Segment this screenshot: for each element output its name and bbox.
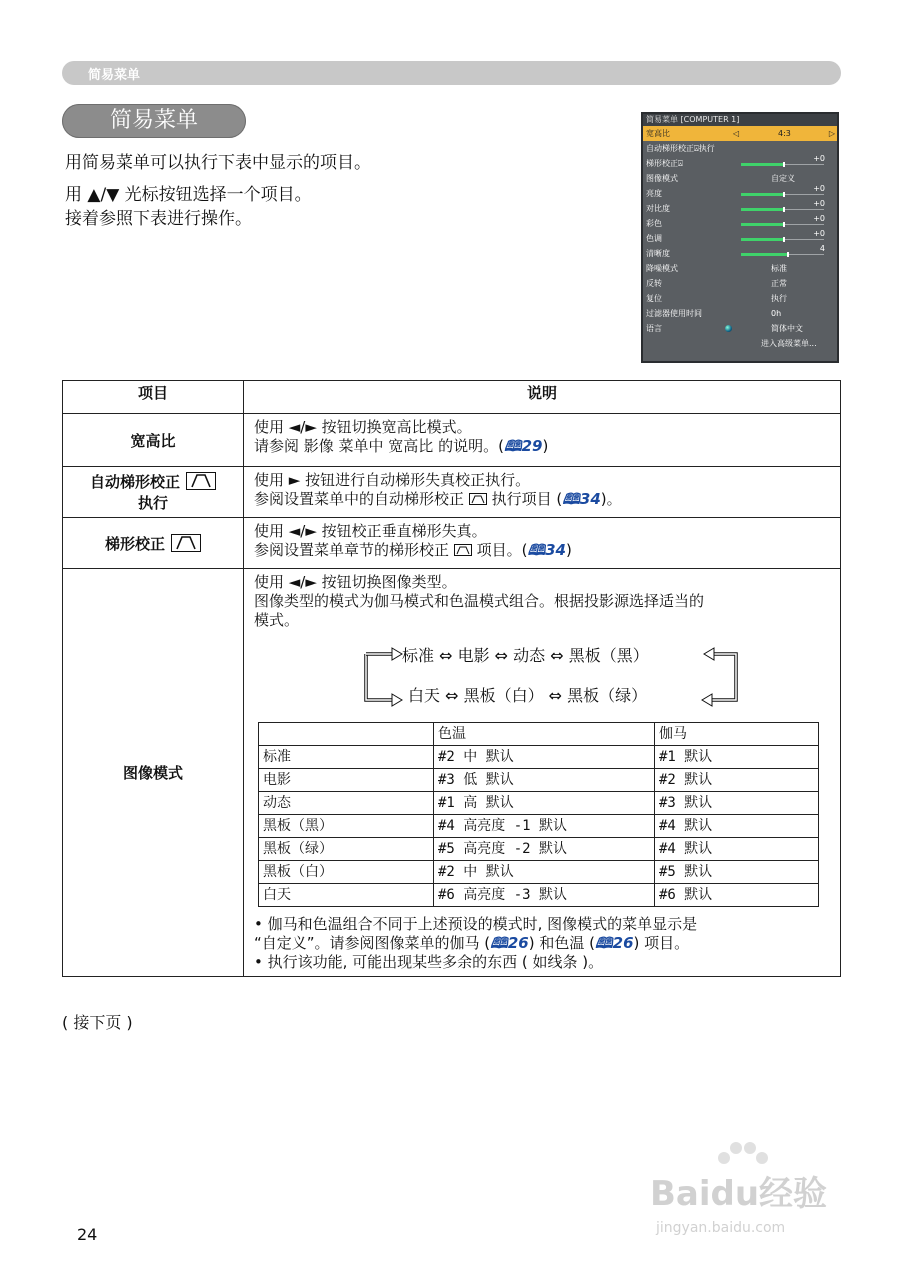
- osd-row-value: 标准: [771, 264, 787, 273]
- osd-level-knob: [783, 207, 785, 212]
- book-icon: 🕮: [594, 934, 613, 952]
- osd-row-label: 彩色: [646, 219, 662, 228]
- osd-row: [643, 336, 837, 351]
- page-ref-color-temp[interactable]: 26: [612, 934, 634, 952]
- osd-row-value: +0: [813, 229, 825, 238]
- table-cell: #1 默认: [655, 746, 819, 769]
- desc-keystone: [244, 518, 841, 569]
- osd-level-knob: [787, 252, 789, 257]
- osd-row: [643, 291, 837, 306]
- keystone-icon: [171, 534, 201, 552]
- item-picture-mode: 图像模式: [63, 569, 244, 977]
- page-ref-auto-keystone[interactable]: 34: [579, 490, 601, 508]
- osd-row-label: 色调: [646, 234, 662, 243]
- osd-row: [643, 276, 837, 291]
- table-header-row: [63, 381, 841, 414]
- watermark-url: jingyan.baidu.com: [656, 1220, 786, 1236]
- item-aspect: 宽高比: [63, 414, 244, 467]
- table-row-keystone: [63, 518, 841, 569]
- desc-auto-keystone-line1: 使用 ► 按钮进行自动梯形失真校正执行。: [254, 471, 531, 489]
- osd-level-knob: [783, 162, 785, 167]
- table-cell: #2 中 默认: [434, 861, 655, 884]
- table-cell: #4 高亮度 -1 默认: [434, 815, 655, 838]
- osd-row: [643, 231, 837, 246]
- osd-row-label: 图像模式: [646, 174, 678, 183]
- osd-row: [643, 306, 837, 321]
- osd-level-fill: [741, 193, 783, 196]
- osd-level-bar: [741, 209, 824, 210]
- osd-row-value: +0: [813, 184, 825, 193]
- osd-row-label: 清晰度: [646, 249, 670, 258]
- table-row: [259, 746, 819, 769]
- osd-row-label: 梯形校正⍓: [646, 159, 683, 168]
- table-cell: 动态: [259, 792, 434, 815]
- intro-line-1: 用简易菜单可以执行下表中显示的项目。: [65, 153, 371, 173]
- table-row: [259, 838, 819, 861]
- osd-level-fill: [741, 253, 787, 256]
- item-keystone: 梯形校正: [63, 518, 244, 569]
- table-row-picture-mode: [63, 569, 841, 977]
- osd-level-fill: [741, 223, 783, 226]
- osd-row-label: 宽高比: [646, 129, 670, 138]
- table-cell: 电影: [259, 769, 434, 792]
- osd-row: [643, 201, 837, 216]
- continued-label: ( 接下页 ): [62, 1013, 133, 1032]
- osd-row-value: 执行: [771, 294, 787, 303]
- osd-level-bar: [741, 194, 824, 195]
- osd-level-bar: [741, 164, 824, 165]
- osd-level-knob: [783, 192, 785, 197]
- osd-row-label: 语言: [646, 324, 662, 333]
- desc-aspect: [244, 414, 841, 467]
- picture-mode-sub-table: [258, 722, 819, 907]
- table-cell: 白天: [259, 884, 434, 907]
- osd-row-value: 0h: [771, 309, 782, 318]
- header-desc: 说明: [244, 381, 841, 414]
- desc-aspect-line1: 使用 ◄/► 按钮切换宽高比模式。: [254, 418, 472, 436]
- book-icon: 🕮: [527, 541, 546, 559]
- osd-row: [643, 171, 837, 186]
- osd-row-label: 复位: [646, 294, 662, 303]
- baidu-watermark: [640, 1140, 850, 1250]
- desc-auto-keystone: [244, 467, 841, 518]
- desc-aspect-line2: 请参阅 影像 菜单中 宽高比 的说明。(🕮29): [254, 437, 549, 455]
- osd-row-label: 自动梯形校正⍓执行: [646, 144, 715, 153]
- table-row-auto-keystone: [63, 467, 841, 518]
- desc-picture-line3: 模式。: [254, 611, 300, 629]
- table-cell: 黑板（黑）: [259, 815, 434, 838]
- osd-level-knob: [783, 222, 785, 227]
- header-bar: [62, 61, 841, 85]
- book-icon: 🕮: [503, 437, 522, 455]
- osd-row-value: 4:3: [778, 129, 791, 138]
- mode-cycle-diagram: [254, 634, 832, 720]
- book-icon: 🕮: [562, 490, 580, 508]
- header-item: 项目: [63, 381, 244, 414]
- easy-menu-table: [62, 380, 841, 977]
- table-cell: #2 中 默认: [434, 746, 655, 769]
- osd-row-label: 过滤器使用时间: [646, 309, 702, 318]
- osd-right-arrow: ▷: [828, 129, 835, 138]
- table-cell: #5 高亮度 -2 默认: [434, 838, 655, 861]
- table-cell: #4 默认: [655, 838, 819, 861]
- note-2: • 执行该功能, 可能出现某些多余的东西 ( 如线条 )。: [254, 953, 604, 971]
- table-cell: 黑板（绿）: [259, 838, 434, 861]
- osd-level-fill: [741, 208, 783, 211]
- table-cell: #2 默认: [655, 769, 819, 792]
- table-cell: #3 默认: [655, 792, 819, 815]
- cycle-line-2: 白天 ⇔ 黑板（白） ⇔ 黑板（绿）: [408, 686, 648, 705]
- table-cell: #5 默认: [655, 861, 819, 884]
- osd-title: 简易菜单 [COMPUTER 1]: [643, 114, 837, 126]
- osd-row: [643, 156, 837, 171]
- osd-row: [643, 246, 837, 261]
- table-cell: 伽马: [655, 723, 819, 746]
- page-ref-keystone[interactable]: 34: [545, 541, 566, 559]
- desc-auto-keystone-line2: 参阅设置菜单中的自动梯形校正 执行项目 (🕮34)。: [254, 490, 622, 508]
- header-label: 简易菜单: [88, 68, 141, 83]
- note-1: • 伽马和色温组合不同于上述预设的模式时, 图像模式的菜单显示是 “自定义”。请参阅图像菜单的伽马 (🕮26) 和色温 (🕮26) 项目。: [254, 915, 698, 952]
- osd-row-value: 正常: [771, 279, 787, 288]
- osd-level-fill: [741, 163, 783, 166]
- osd-row-label: 反转: [646, 279, 662, 288]
- osd-level-fill: [741, 238, 783, 241]
- osd-row: [643, 126, 837, 141]
- table-cell: #1 高 默认: [434, 792, 655, 815]
- osd-menu-screenshot: [641, 112, 839, 363]
- desc-keystone-line2: 参阅设置菜单章节的梯形校正 项目。(🕮34): [254, 541, 572, 559]
- osd-row: [643, 216, 837, 231]
- osd-row-label: 亮度: [646, 189, 662, 198]
- osd-row-value: +0: [813, 199, 825, 208]
- page-ref-gamma[interactable]: 26: [507, 934, 529, 952]
- osd-row: [643, 321, 837, 336]
- page-ref-aspect[interactable]: 29: [521, 437, 543, 455]
- osd-row: [643, 186, 837, 201]
- keystone-small-icon: [454, 544, 472, 556]
- osd-row-value: 简体中文: [771, 324, 803, 333]
- section-title: 简易菜单: [62, 104, 246, 138]
- watermark-logo: Baidu经验: [650, 1174, 828, 1214]
- osd-level-bar: [741, 224, 824, 225]
- desc-picture-line1: 使用 ◄/► 按钮切换图像类型。: [254, 573, 457, 591]
- keystone-icon: [186, 472, 216, 490]
- osd-row: [643, 261, 837, 276]
- desc-picture-line2: 图像类型的模式为伽马模式和色温模式组合。根据投影源选择适当的: [254, 592, 705, 610]
- cycle-line-1: 标准 ⇔ 电影 ⇔ 动态 ⇔ 黑板（黑）: [402, 646, 649, 665]
- table-cell: #6 默认: [655, 884, 819, 907]
- osd-row: [643, 141, 837, 156]
- table-row: [259, 723, 819, 746]
- table-cell: #3 低 默认: [434, 769, 655, 792]
- intro-line-2: 用 ▲/▼ 光标按钮选择一个项目。: [65, 185, 312, 205]
- table-row: [259, 769, 819, 792]
- table-row: [259, 861, 819, 884]
- table-cell: #6 高亮度 -3 默认: [434, 884, 655, 907]
- osd-row-label: 降噪模式: [646, 264, 678, 273]
- osd-row-value: +0: [813, 154, 825, 163]
- item-auto-keystone: 自动梯形校正 执行: [63, 467, 244, 518]
- osd-level-bar: [741, 239, 824, 240]
- page-number: 24: [77, 1225, 98, 1244]
- table-row: [259, 884, 819, 907]
- osd-rows: [643, 126, 837, 351]
- table-row: [259, 815, 819, 838]
- table-row-aspect: [63, 414, 841, 467]
- osd-left-arrow: ◁: [733, 129, 740, 138]
- table-row: [259, 792, 819, 815]
- intro-line-3: 接着参照下表进行操作。: [65, 209, 252, 229]
- globe-icon: [725, 325, 732, 332]
- table-cell: #4 默认: [655, 815, 819, 838]
- desc-picture-mode: [244, 569, 841, 977]
- keystone-small-icon: [469, 493, 487, 505]
- desc-keystone-line1: 使用 ◄/► 按钮校正垂直梯形失真。: [254, 522, 487, 540]
- table-cell: 色温: [434, 723, 655, 746]
- osd-row-value: +0: [813, 214, 825, 223]
- osd-level-knob: [783, 237, 785, 242]
- osd-row-value: 自定义: [771, 174, 795, 183]
- table-cell: [259, 723, 434, 746]
- osd-row-label: 对比度: [646, 204, 670, 213]
- table-cell: 黑板（白）: [259, 861, 434, 884]
- osd-row-value: 进入高级菜单...: [761, 339, 817, 348]
- osd-level-bar: [741, 254, 824, 255]
- osd-row-value: 4: [819, 244, 825, 253]
- book-icon: 🕮: [490, 934, 508, 952]
- table-cell: 标准: [259, 746, 434, 769]
